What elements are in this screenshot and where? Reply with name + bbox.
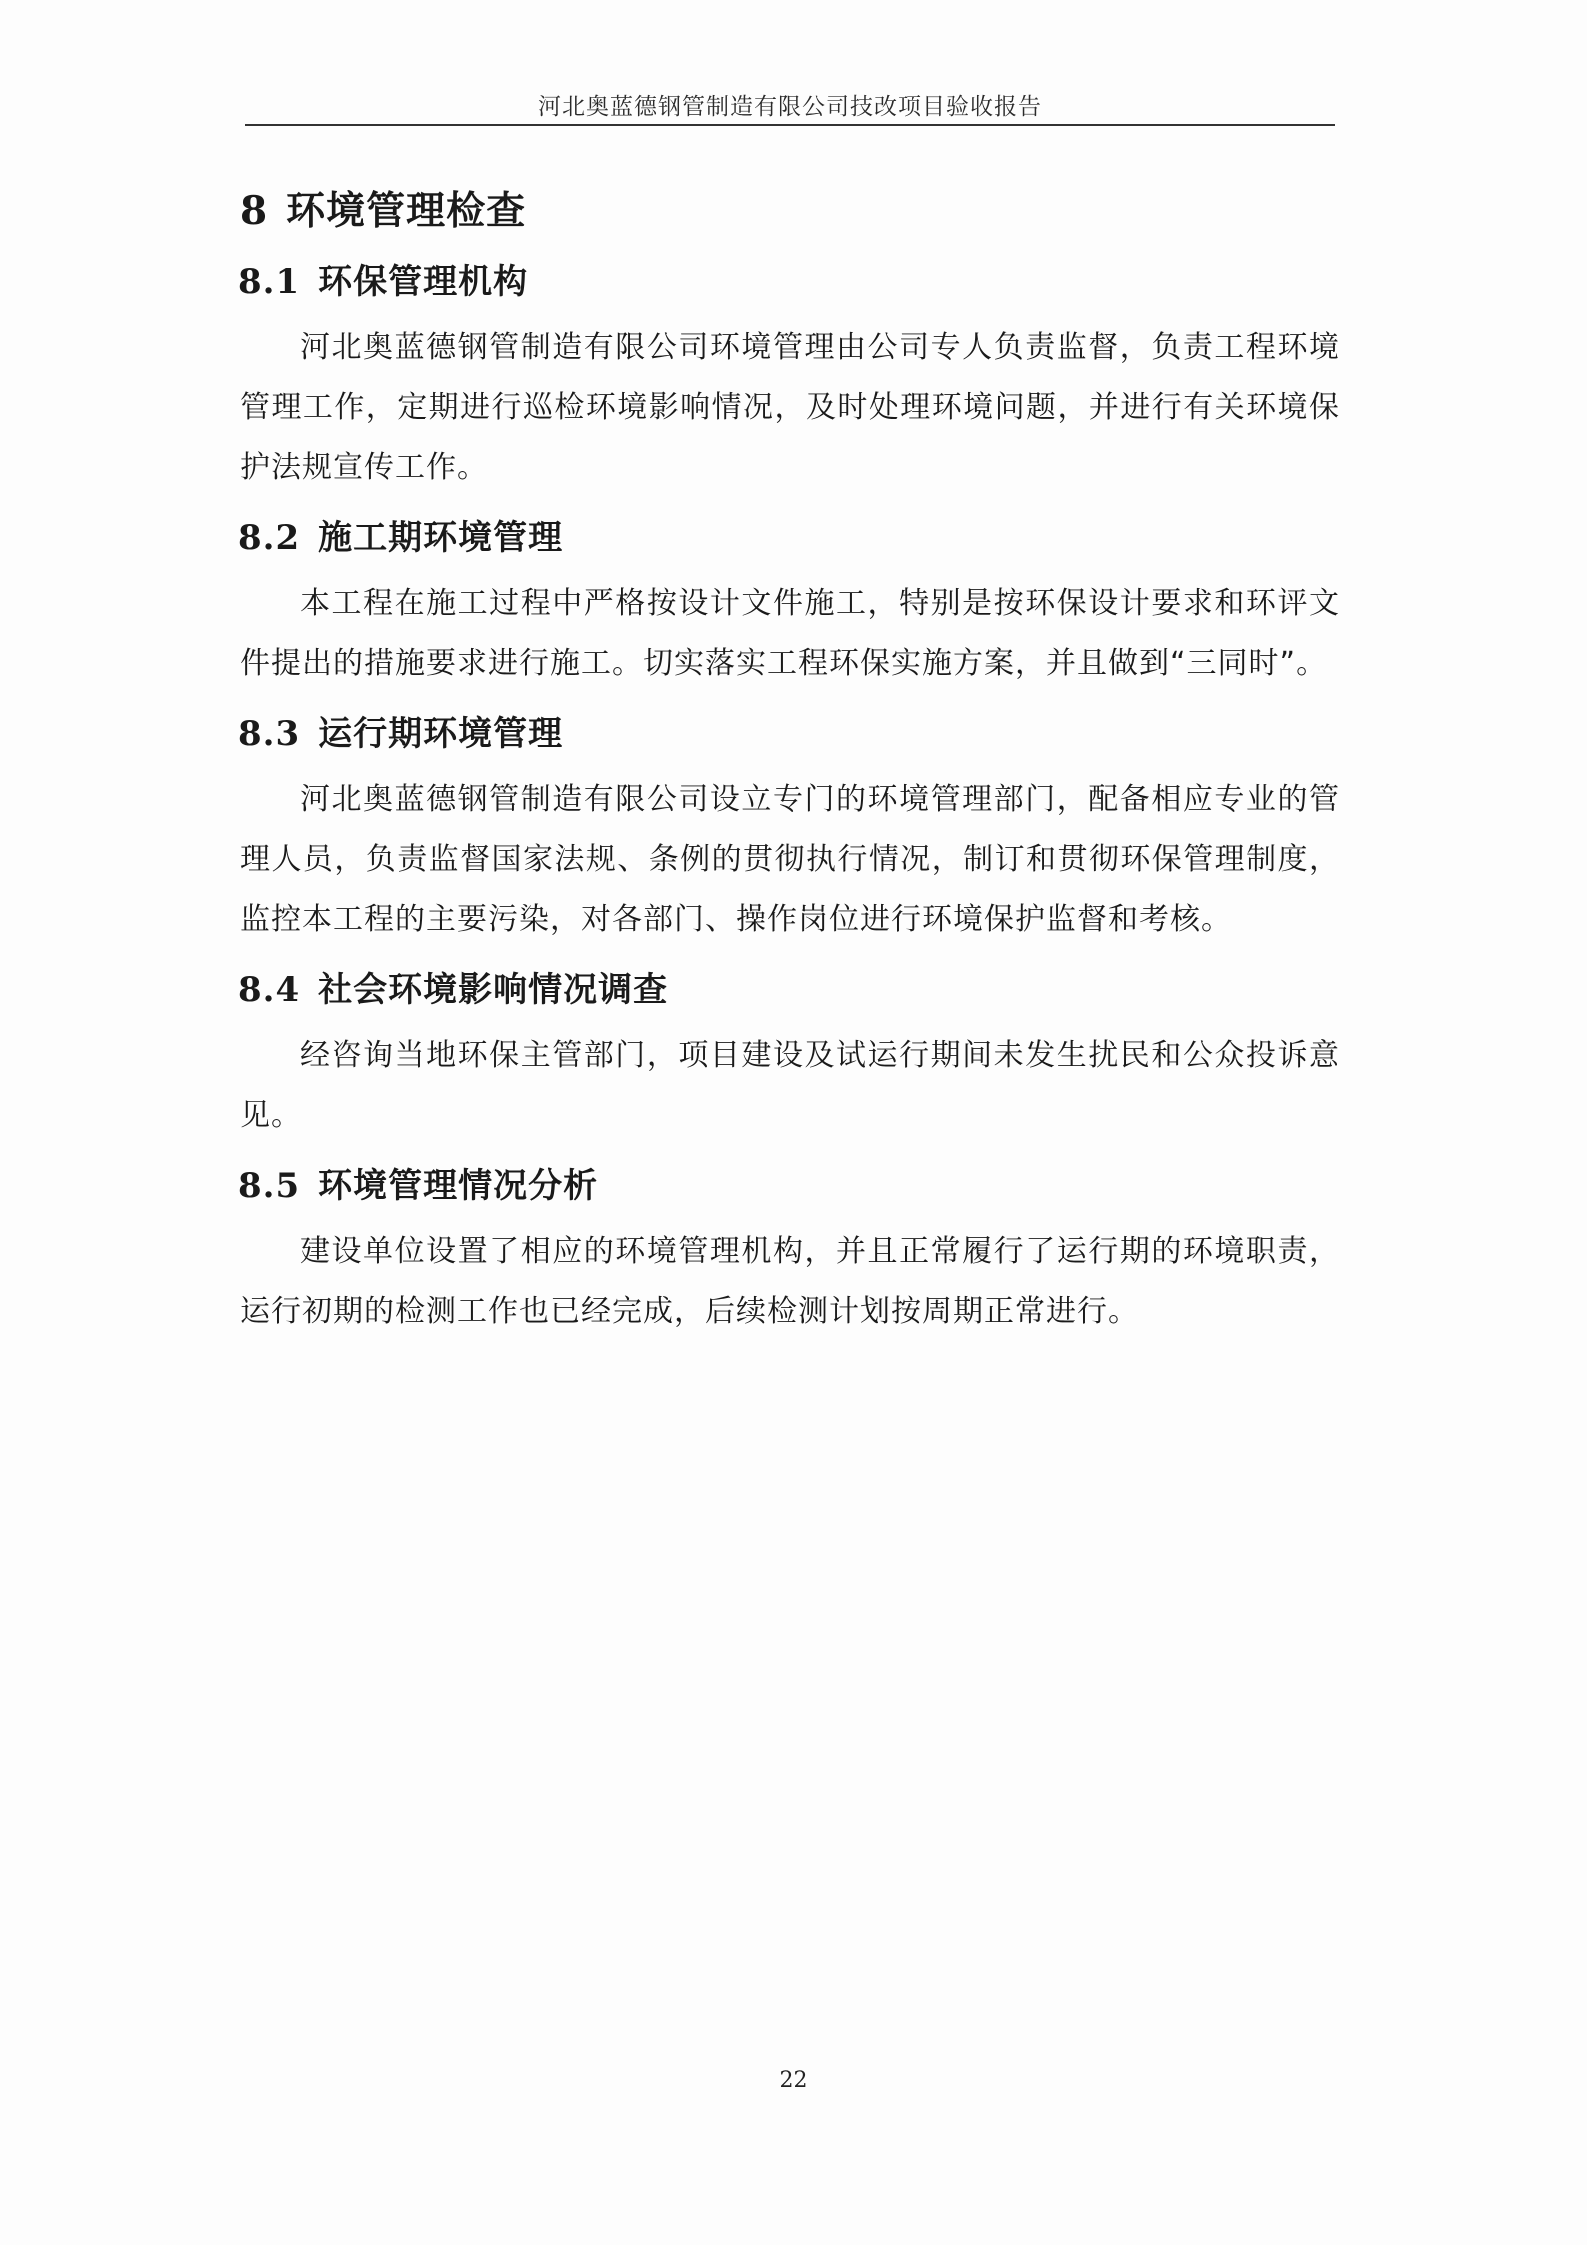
section-paragraph-8-4: 经咨询当地环保主管部门，项目建设及试运行期间未发生扰民和公众投诉意见。 [240, 1038, 1340, 1133]
chapter-heading [240, 180, 1340, 242]
section-title: 社会环境影响情况调查 [318, 970, 669, 1010]
section-heading-8-2 [238, 512, 1340, 564]
section-title: 运行期环境管理 [318, 714, 564, 754]
document-body [232, 180, 1340, 1342]
section-number: 8.5 [238, 1166, 301, 1206]
section-title: 环保管理机构 [318, 262, 529, 302]
section-paragraph-8-3: 河北奥蓝德钢管制造有限公司设立专门的环境管理部门，配备相应专业的管理人员，负责监督国家法规、条例的贯彻执行情况，制订和贯彻环保管理制度，监控本工程的主要污染，对各部门、操作岗位进行环境保护监督和考核。 [240, 782, 1340, 937]
chapter-title: 环境管理检查 [286, 188, 527, 234]
page-number: 22 [779, 2068, 808, 2093]
section-paragraph-8-1: 河北奥蓝德钢管制造有限公司环境管理由公司专人负责监督，负责工程环境管理工作，定期进行巡检环境影响情况，及时处理环境问题，并进行有关环境保护法规宣传工作。 [240, 330, 1340, 485]
running-header: 河北奥蓝德钢管制造有限公司技改项目验收报告 [538, 94, 1042, 120]
section-number: 8.4 [238, 970, 301, 1010]
section-number: 8.1 [238, 262, 301, 302]
section-title: 施工期环境管理 [318, 518, 564, 558]
section-heading-8-3 [238, 708, 1340, 760]
chapter-number: 8 [240, 188, 269, 234]
section-paragraph-8-5: 建设单位设置了相应的环境管理机构，并且正常履行了运行期的环境职责，运行初期的检测工作也已经完成，后续检测计划按周期正常进行。 [240, 1234, 1340, 1329]
section-title: 环境管理情况分析 [318, 1166, 599, 1206]
section-paragraph-8-2: 本工程在施工过程中严格按设计文件施工，特别是按环保设计要求和环评文件提出的措施要求进行施工。切实落实工程环保实施方案，并且做到“三同时”。 [240, 586, 1340, 681]
section-heading-8-4 [238, 964, 1340, 1016]
section-number: 8.3 [238, 714, 301, 754]
section-heading-8-5 [238, 1160, 1340, 1212]
section-heading-8-1 [238, 256, 1340, 308]
header-rule [245, 124, 1335, 126]
section-number: 8.2 [238, 518, 301, 558]
